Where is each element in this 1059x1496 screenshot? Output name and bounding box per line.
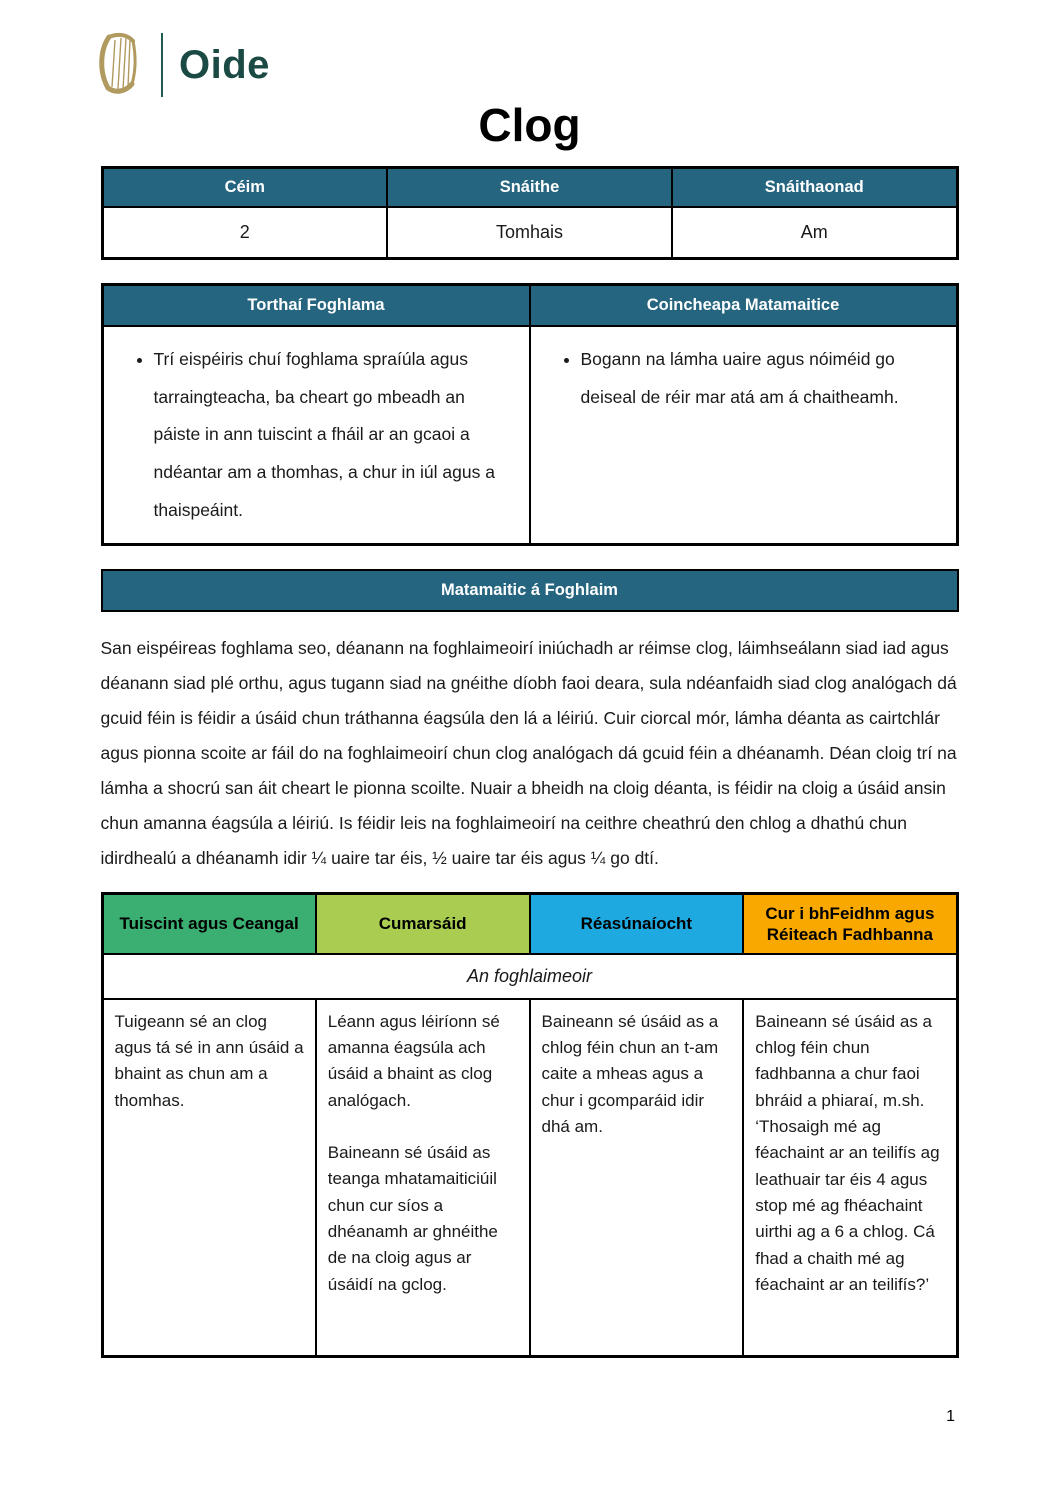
skill-cell-tuiscint <box>102 999 316 1357</box>
meta-table-header-row <box>102 168 957 208</box>
skills-subheader-row <box>102 954 957 999</box>
outcomes-cell-torthai <box>102 326 530 545</box>
body-paragraph: San eispéireas foghlama seo, déanann na foghlaimeoirí iniúchadh ar réimse clog, láimhseálann siad iad agus déanann siad plé orthu, agus tugann siad na gnéithe díobh faoi deara, sula ndéanfaidh siad clog analógach dá gcuid féin is féidir a úsáid chun tráthanna éagsúla den lá a léiriú. Cuir ciorcal mór, lámha déanta as cairtchlár agus pionna scoite ar fáil do na foghlaimeoirí chun clog analógach dá gcuid féin a dhéanamh. Déan cloig trí na lámha a shocrú san áit cheart le pionna scoilte. Nuair a bheidh na cloig déanta, is féidir na cloig a úsáid ansin chun amanna éagsúla a léiriú. Is féidir leis na foghlaimeoirí na ceithre cheathrú den chlog a dhathú chun idirdhealú a dhéanamh idir ¼ uaire tar éis, ½ uaire tar éis agus ¼ go dtí. <box>100 638 957 869</box>
skill-cell-curibhfeidhm <box>743 999 957 1357</box>
skills-header-tuiscint: Tuiscint agus Ceangal <box>102 894 316 954</box>
skill-cell-reasunaiocht <box>530 999 744 1357</box>
outcomes-header-row <box>102 285 957 327</box>
page-title: Clog <box>478 99 581 151</box>
skill-cell-paragraph: Léann agus léiríonn sé amanna éagsúla ach úsáid a bhaint as clog analógach. <box>327 1011 500 1110</box>
skill-cell-paragraph: Baineann sé úsáid as a chlog féin chun an t-am caite a mheas agus a chur i gcomparáid idir dhá am. <box>541 1011 719 1136</box>
skills-header-reasunaiocht: Réasúnaíocht <box>530 894 744 954</box>
skills-header-row <box>102 894 957 954</box>
harp-icon <box>95 32 145 98</box>
meta-header-ceim: Céim <box>102 168 387 208</box>
meta-value-ceim: 2 <box>102 207 387 259</box>
torthai-bullet: • Trí eispéiris chuí foghlama spraíúla agus tarraingteacha, ba cheart go mbeadh an páiste in ann tuiscint a fháil ar an gcaoi a ndéantar am a thomhas, a chur in iúl agus a thaispeáint. <box>154 341 503 529</box>
outcomes-header-torthai: Torthaí Foghlama <box>102 285 530 327</box>
coincheapa-bullet: • Bogann na lámha uaire agus nóiméid go deiseal de réir mar atá am á chaitheamh. <box>581 341 930 416</box>
meta-header-snaithaonad: Snáithaonad <box>672 168 957 208</box>
meta-table-value-row <box>102 207 957 259</box>
meta-value-snaithaonad: Am <box>672 207 957 259</box>
outcomes-body-row <box>102 326 957 545</box>
skill-cell-paragraph: Baineann sé úsáid as teanga mhatamaiticiúil chun cur síos a dhéanamh ar ghnéithe de na cloig agus ar úsáidí na gclog. <box>327 1143 498 1294</box>
skills-subheader: An foghlaimeoir <box>102 954 957 999</box>
outcomes-table <box>101 283 959 546</box>
meta-value-snaithe: Tomhais <box>387 207 672 259</box>
page-number: 1 <box>946 1408 955 1425</box>
skills-header-curibhfeidhm: Cur i bhFeidhm agus Réiteach Fadhbanna <box>743 894 957 954</box>
brand-name: Oide <box>179 42 270 87</box>
skill-cell-paragraph: Tuigeann sé an clog agus tá sé in ann úsáid a bhaint as chun am a thomhas. <box>114 1011 304 1110</box>
torthai-bullet-list <box>124 341 503 529</box>
section-banner: Matamaitic á Foghlaim <box>101 569 959 612</box>
outcomes-cell-coincheapa <box>530 326 958 545</box>
skills-body-row <box>102 999 957 1357</box>
outcomes-header-coincheapa: Coincheapa Matamaitice <box>530 285 958 327</box>
skill-cell-paragraph: Baineann sé úsáid as a chlog féin chun fadhbanna a chur faoi bhráid a phiaraí, m.sh. ‘Thosaigh mé ag féachaint ar an teilifís ag leathuair tar éis 4 agus stop mé ag fhéachaint uirthi ag a 6 a chlog. Cá fhad a chaith mé ag féachaint ar an teilifís?’ <box>755 1011 940 1295</box>
skill-cell-cumarsaid <box>316 999 530 1357</box>
skills-table <box>101 892 959 1358</box>
skills-header-cumarsaid: Cumarsáid <box>316 894 530 954</box>
oide-logo <box>95 32 270 98</box>
meta-table <box>101 166 959 260</box>
document-content <box>101 166 959 1358</box>
logo-separator <box>161 33 163 97</box>
meta-header-snaithe: Snáithe <box>387 168 672 208</box>
coincheapa-bullet-list <box>551 341 930 416</box>
